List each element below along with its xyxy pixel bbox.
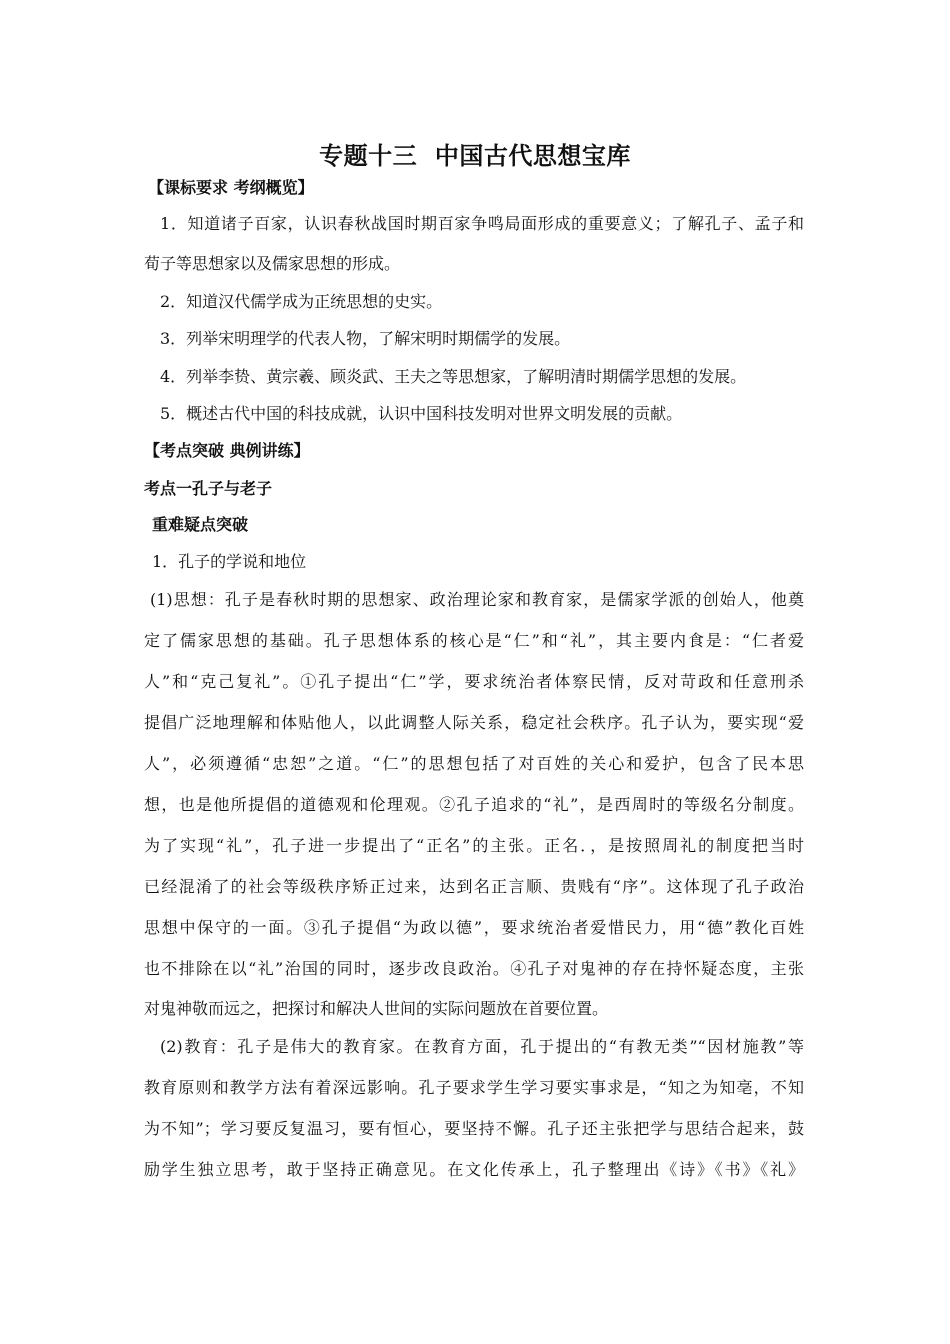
- paragraph-line: 也不排除在以“礼”治国的同时，逐步改良政治。④孔子对鬼神的存在持怀疑态度，主张: [144, 959, 804, 978]
- requirement-line: 荀子等思想家以及儒家思想的形成。: [144, 254, 401, 273]
- paragraph-line: 定了儒家思想的基础。孔子思想体系的核心是“仁”和“礼”，其主要内食是：“仁者爱: [144, 631, 804, 650]
- requirement-line: 1．知道诸子百家，认识春秋战国时期百家争鸣局面形成的重要意义；了解孔子、孟子和: [160, 214, 804, 233]
- paragraph-line: 教育原则和教学方法有着深远影响。孔子要求学生学习要实事求是，“知之为知亳，不知: [144, 1078, 804, 1097]
- paragraph-line: 已经混淆了的社会等级秩序矫正过来，达到名正言顺、贵贱有“序”。这体现了孔子政治: [144, 877, 804, 896]
- requirement-line: 2．知道汉代儒学成为正统思想的史实。: [160, 292, 443, 311]
- subheading: 重难疑点突破: [152, 515, 249, 534]
- requirement-line: 4．列举李贽、黄宗羲、顾炎武、王夫之等思想家，了解明清时期儒学思想的发展。: [160, 367, 747, 386]
- topic-heading: 考点一孔子与老子: [144, 479, 273, 498]
- paragraph-line: 人”和“克己复礼”。①孔子提出“仁”学，要求统治者体察民情，反对苛政和任意刑杀: [144, 672, 804, 691]
- item-heading: 1．孔子的学说和地位: [152, 552, 307, 571]
- document-title: 专题十三 中国古代思想宝库: [319, 141, 631, 170]
- requirement-line: 3．列举宋明理学的代表人物，了解宋明时期儒学的发展。: [160, 329, 571, 348]
- paragraph-line: (1)思想：孔子是春秋时期的思想家、政治理论家和教育家，是儒家学派的创始人，他奠: [150, 590, 804, 609]
- paragraph-line: 为了实现“礼”，孔子进一步提出了“正名”的主张。正名．，是按照周礼的制度把当时: [144, 836, 804, 855]
- paragraph-line: 对鬼神敬而远之，把探讨和解决人世间的实际问题放在首要位置。: [144, 999, 609, 1018]
- paragraph-line: 想，也是他所提倡的道德观和伦理观。②孔子追求的“礼”，是西周时的等级名分制度。: [144, 795, 804, 814]
- requirement-line: 5．概述古代中国的科技成就，认识中国科技发明对世界文明发展的贡献。: [160, 404, 683, 423]
- paragraph-line: 励学生独立思考，敢于坚持正确意见。在文化传承上，孔子整理出《诗》《书》《礼》: [144, 1160, 804, 1179]
- section-heading-breakthrough: 【考点突破 典例讲练】: [144, 441, 310, 460]
- section-heading-requirements: 【课标要求 考纲概览】: [148, 178, 314, 197]
- paragraph-line: 为不知”；学习要反复温习，要有恒心，要坚持不懈。孔子还主张把学与思结合起来，鼓: [144, 1119, 804, 1138]
- paragraph-line: 思想中保守的一面。③孔子提倡“为政以德”，要求统治者爱惜民力，用“德”教化百姓: [144, 918, 804, 937]
- paragraph-line: 人”，必须遵循“忠恕”之道。“仁”的思想包括了对百姓的关心和爱护，包含了民本思: [144, 754, 804, 773]
- paragraph-line: (2)教育：孔子是伟大的教育家。在教育方面，孔于提出的“有教无类”“因材施教”等: [160, 1037, 804, 1056]
- paragraph-line: 提倡广泛地理解和体贴他人，以此调整人际关系，稳定社会秩序。孔子认为，要实现“爱: [144, 713, 804, 732]
